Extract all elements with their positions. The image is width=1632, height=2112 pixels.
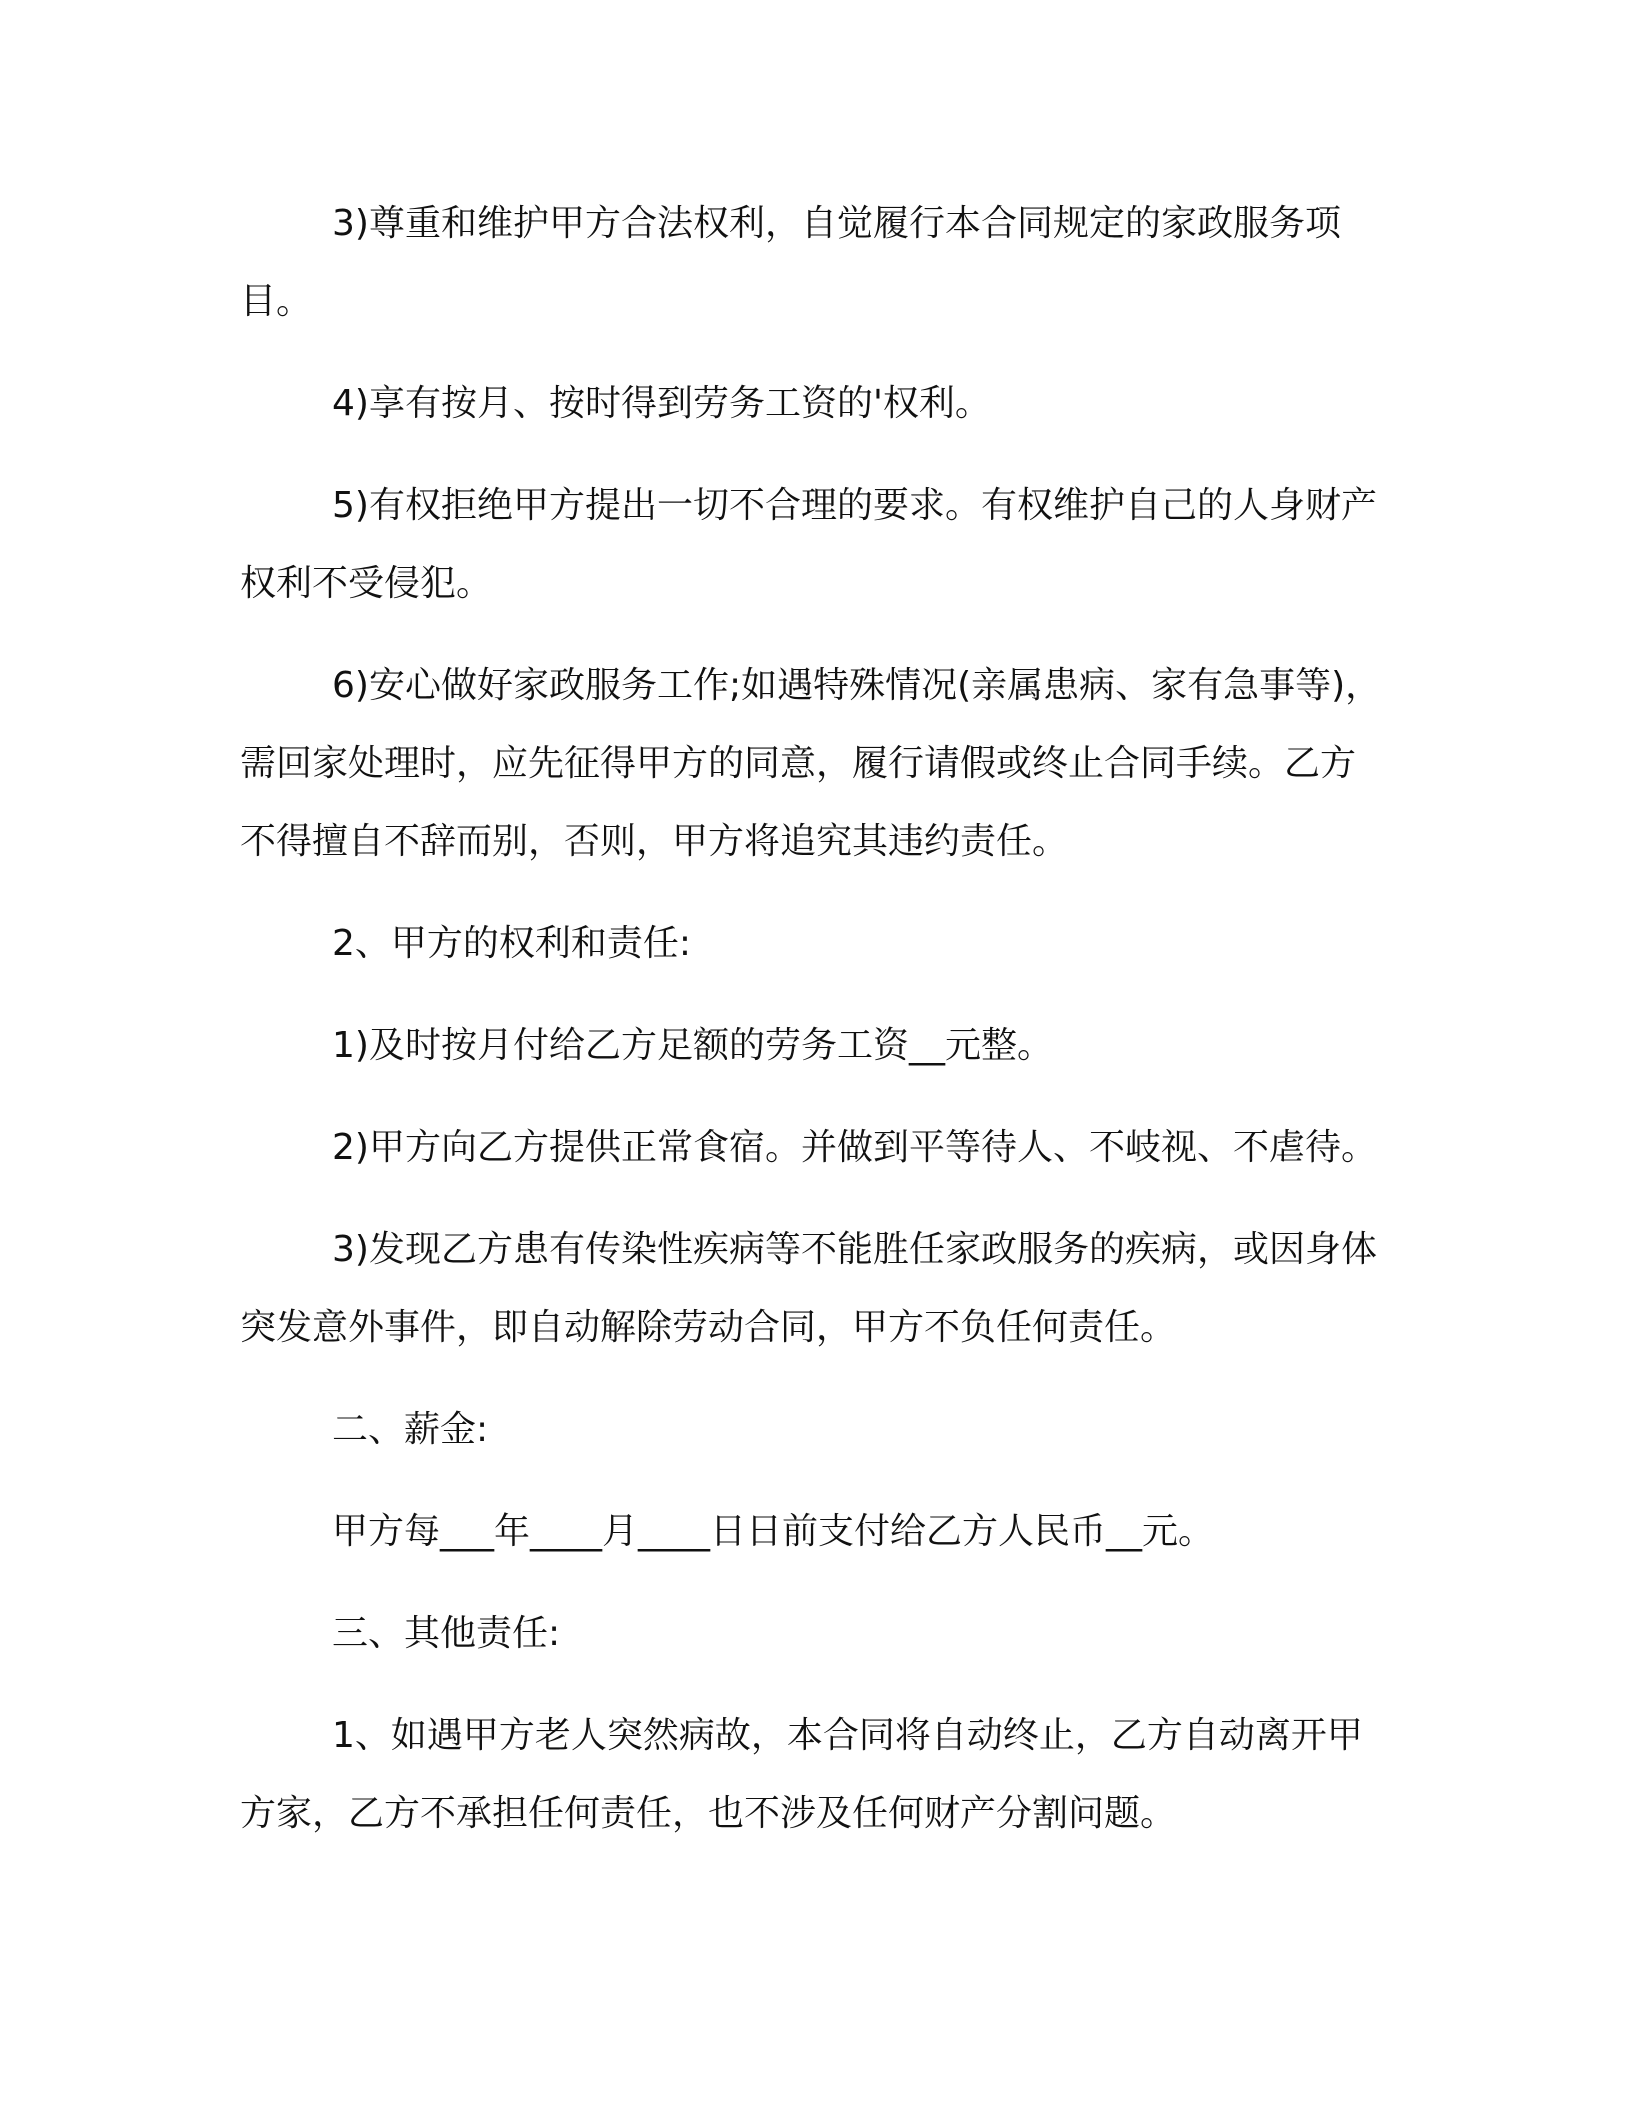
section-heading-other-duties: 三、其他责任: (332, 1613, 561, 1654)
paragraph-salary-payment: 甲方每___年____月____日日前支付给乙方人民币__元。 (332, 1511, 1215, 1552)
section-heading-jia-rights: 2、甲方的权利和责任: (332, 923, 692, 964)
document-body (240, 185, 1390, 1877)
section-heading-salary: 二、薪金: (332, 1409, 489, 1450)
paragraph-jia-duty-1: 1)及时按月付给乙方足额的劳务工资__元整。 (332, 1025, 1053, 1066)
paragraph-yi-duty-3: 3)尊重和维护甲方合法权利，自觉履行本合同规定的家政服务项目。 (240, 203, 1341, 322)
paragraph-other-duty-1: 1、如遇甲方老人突然病故，本合同将自动终止，乙方自动离开甲方家，乙方不承担任何责任，也不涉及任何财产分割问题。 (240, 1715, 1363, 1834)
paragraph-yi-duty-5: 5)有权拒绝甲方提出一切不合理的要求。有权维护自己的人身财产权利不受侵犯。 (240, 485, 1377, 604)
paragraph-jia-duty-3: 3)发现乙方患有传染性疾病等不能胜任家政服务的疾病，或因身体突发意外事件，即自动解除劳动合同，甲方不负任何责任。 (240, 1229, 1377, 1348)
paragraph-yi-duty-4: 4)享有按月、按时得到劳务工资的'权利。 (332, 383, 991, 424)
paragraph-yi-duty-6: 6)安心做好家政服务工作;如遇特殊情况(亲属患病、家有急事等)，需回家处理时，应先征得甲方的同意，履行请假或终止合同手续。乙方不得擅自不辞而别，否则，甲方将追究其违约责任。 (240, 665, 1382, 862)
paragraph-jia-duty-2: 2)甲方向乙方提供正常食宿。并做到平等待人、不岐视、不虐待。 (332, 1127, 1377, 1168)
